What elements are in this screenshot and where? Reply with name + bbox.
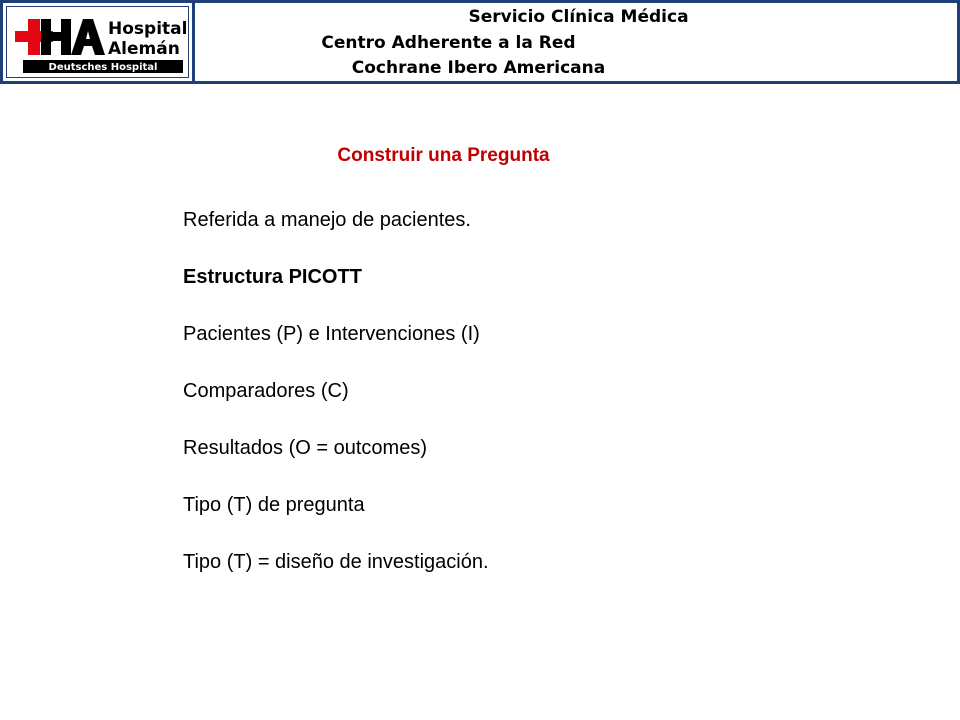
content-item-4: Comparadores (C) <box>183 380 349 402</box>
logo-name-line1: Hospital <box>108 19 188 39</box>
content-item-2: Estructura PICOTT <box>183 266 362 288</box>
slide-title: Construir una Pregunta <box>337 145 550 166</box>
logo-name-line2: Alemán <box>108 39 180 59</box>
content-item-6: Tipo (T) de pregunta <box>183 494 365 516</box>
header-line-cochrane: Cochrane Ibero Americana <box>351 58 606 78</box>
header-line-service: Servicio Clínica Médica <box>468 7 689 27</box>
content-item-1: Referida a manejo de pacientes. <box>183 209 471 231</box>
content-item-7: Tipo (T) = diseño de investigación. <box>183 551 489 573</box>
slide-header <box>0 0 960 84</box>
content-item-5: Resultados (O = outcomes) <box>183 437 427 459</box>
header-title-box <box>193 0 960 84</box>
logo-subtitle: Deutsches Hospital <box>48 62 158 73</box>
slide-content <box>183 206 489 605</box>
header-line-center: Centro Adherente a la Red <box>321 33 576 53</box>
content-item-3: Pacientes (P) e Intervenciones (I) <box>183 323 480 345</box>
